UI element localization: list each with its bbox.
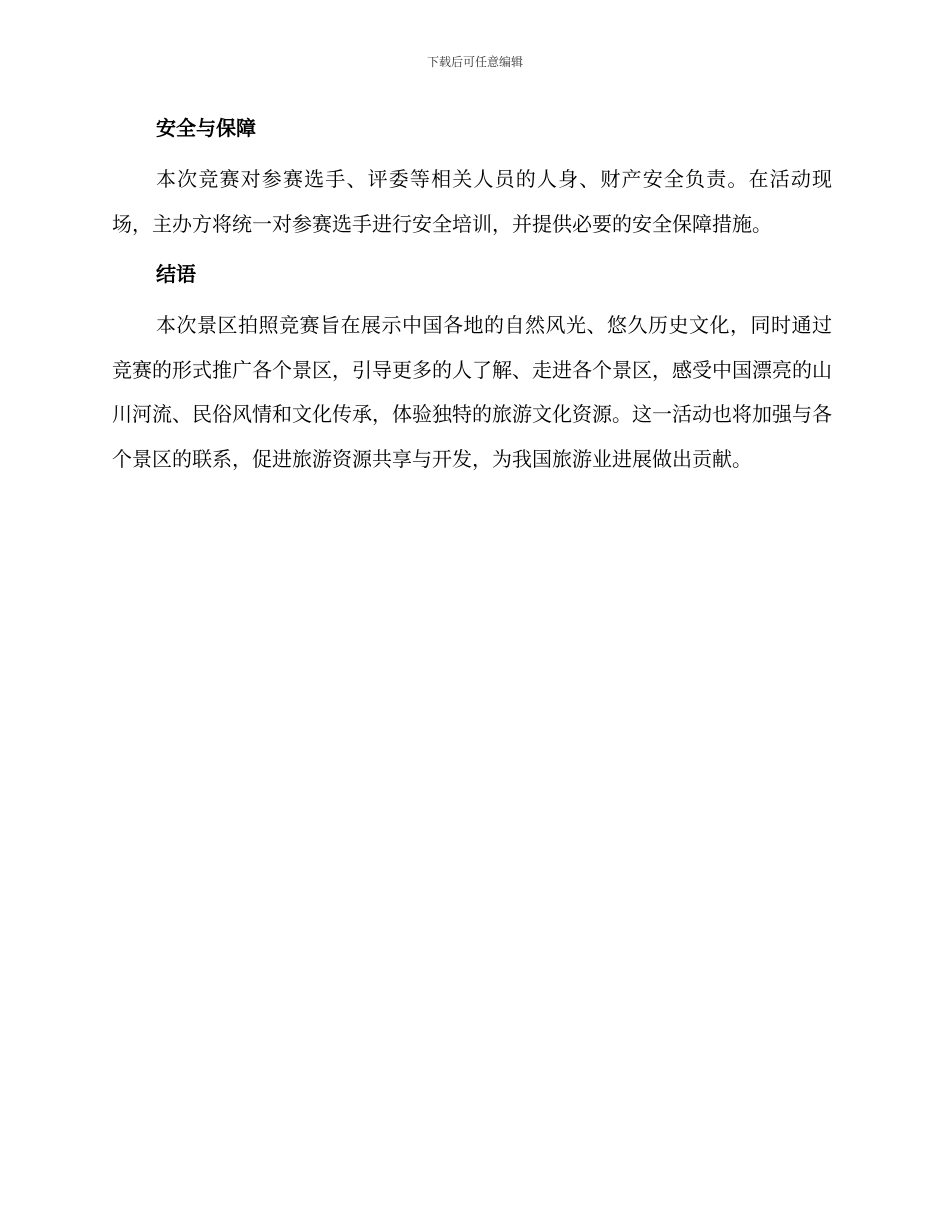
section-paragraph-conclusion: 本次景区拍照竞赛旨在展示中国各地的自然风光、悠久历史文化，同时通过竞赛的形式推广各个景区，引导更多的人了解、走进各个景区，感受中国漂亮的山川河流、民俗风情和文化传承，体验独特的旅游文化资源。这一活动也将加强与各个景区的联系，促进旅游资源共享与开发，为我国旅游业进展做出贡献。 — [112, 313, 832, 471]
document-body — [112, 112, 832, 481]
section-heading-safety: 安全与保障 — [156, 116, 256, 140]
section-heading-conclusion: 结语 — [156, 262, 196, 286]
section-paragraph-safety: 本次竞赛对参赛选手、评委等相关人员的人身、财产安全负责。在活动现场，主办方将统一对参赛选手进行安全培训，并提供必要的安全保障措施。 — [112, 167, 832, 236]
page-header: 下载后可任意编辑 — [426, 55, 523, 69]
